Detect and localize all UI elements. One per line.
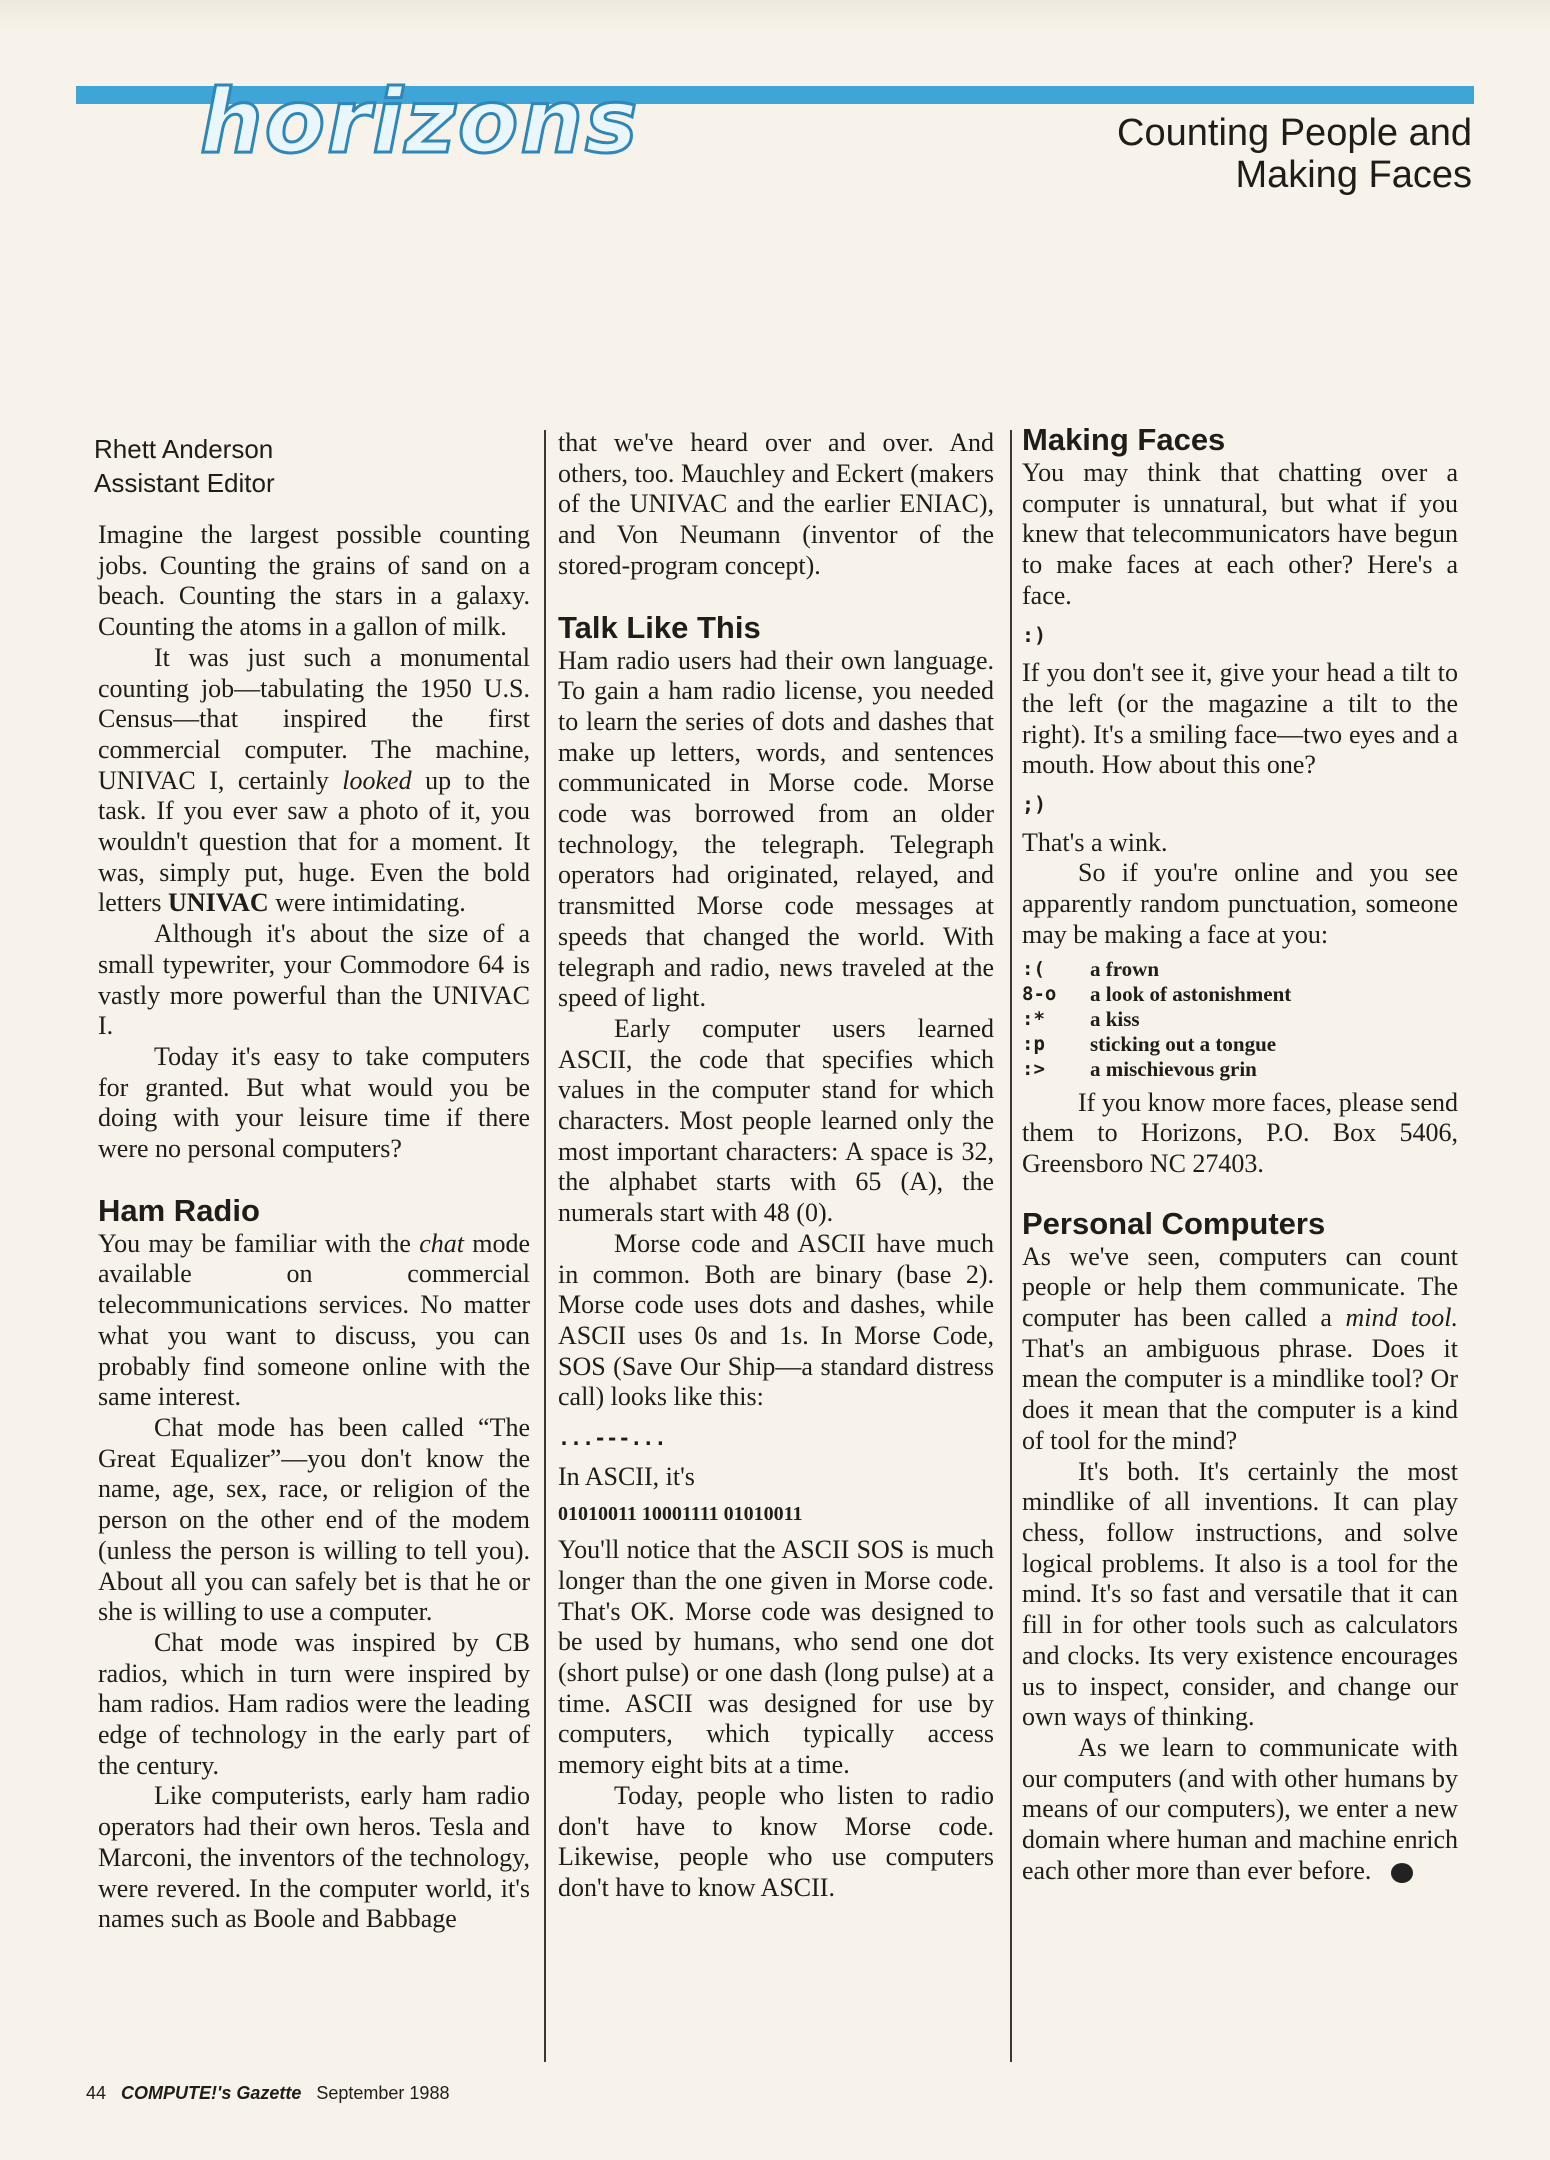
byline [94, 432, 275, 500]
paragraph: As we learn to communicate with our computers (and with other humans by means of our computers), we enter a new domain where human and machine enrich each other more than ever before. [1022, 1732, 1458, 1885]
section-logo: horizons [200, 70, 640, 173]
paragraph: In ASCII, it's [558, 1461, 695, 1491]
paragraph: Chat mode has been called “The Great Equalizer”—you don't know the name, age, sex, race, or religion of the person on the other end of the modem (unless the person is willing to tell you). About all you can safely bet is that he or she is willing to use a computer. [98, 1412, 530, 1627]
title-line-1: Counting People and [1117, 112, 1472, 154]
column-rule-2 [1010, 430, 1012, 2062]
author-role: Assistant Editor [94, 468, 275, 498]
paragraph: If you know more faces, please send them to Horizons, P.O. Box 5406, Greensboro NC 27403. [1022, 1087, 1458, 1178]
emoticon-smile: :) [1022, 622, 1047, 647]
section-heading: Talk Like This [558, 609, 761, 645]
title-line-2: Making Faces [1235, 154, 1472, 196]
table-row: :p sticking out a tongue [1022, 1031, 1277, 1056]
emoticon-wink: ;) [1022, 792, 1047, 817]
column-rule-1 [544, 430, 546, 2062]
author-name: Rhett Anderson [94, 434, 274, 464]
morse-code-sos: ...---... [558, 1426, 667, 1451]
table-row: :( a frown [1022, 956, 1160, 981]
table-row: :* a kiss [1022, 1006, 1140, 1031]
paragraph: It was just such a monumental counting job—tabulating the 1950 U.S. Census—that inspired the first commercial computer. The machine, UNIVAC I, certainly looked up to the task. If you ever saw a photo of it, you wouldn't question that for a moment. It was, simply put, huge. Even the bold letters UNIVAC were intimidating. [98, 642, 530, 918]
paragraph: Like computerists, early ham radio operators had their own heros. Tesla and Marconi, the inventors of the technology, were revered. In the computer world, it's names such as Boole and Babbage [98, 1781, 530, 1934]
paragraph: It's both. It's certainly the most mindlike of all inventions. It can play chess, follow instructions, and solve logical problems. It also is a tool for the mind. It's so fast and versatile that it can fill in for other tools such as calculators and clocks. Its very existence encourages us to inspect, consider, and change our own ways of thinking. [1022, 1456, 1458, 1732]
paragraph: Today, people who listen to radio don't have to know Morse code. Likewise, people who use computers don't have to know ASCII. [558, 1780, 994, 1902]
paragraph: You may think that chatting over a computer is unnatural, but what if you knew that telecommunicators have begun to make faces at each other? Here's a face. [1022, 458, 1458, 610]
paragraph: That's a wink. [1022, 827, 1168, 857]
paragraph: Chat mode was inspired by CB radios, which in turn were inspired by ham radios. Ham radios were the leading edge of technology in the early part of the century. [98, 1627, 530, 1780]
paragraph: You may be familiar with the chat mode available on commercial telecommunications services. No matter what you want to discuss, you can probably find someone online with the same interest. [98, 1228, 530, 1412]
faces-table [1022, 957, 1291, 1082]
paragraph: Today it's easy to take computers for granted. But what would you be doing with your leisure time if there were no personal computers? [98, 1041, 530, 1164]
section-heading: Ham Radio [98, 1192, 260, 1228]
issue-date: September 1988 [316, 2083, 450, 2103]
page-top-band [0, 0, 1550, 30]
column-2 [558, 428, 994, 1904]
paragraph: Ham radio users had their own language. To gain a ham radio license, you needed to learn the series of dots and dashes that make up letters, words, and sentences communicated in Morse code. Morse code was borrowed from an older technology, the telegraph. Telegraph operators had originated, relayed, and transmitted Morse code messages at speeds that changed the world. With telegraph and radio, news traveled at the speed of light. [558, 645, 994, 1013]
paragraph: So if you're online and you see apparently random punctuation, someone may be making a face at you: [1022, 858, 1458, 949]
column-3 [1022, 422, 1458, 1886]
section-heading: Personal Computers [1022, 1205, 1326, 1241]
paragraph: Imagine the largest possible counting jobs. Counting the grains of sand on a beach. Counting the stars in a galaxy. Counting the atoms in a gallon of milk. [98, 520, 530, 642]
paragraph: If you don't see it, give your head a tilt to the left (or the magazine a tilt to the right). It's a smiling face—two eyes and a mouth. How about this one? [1022, 658, 1458, 780]
article-title [1117, 112, 1472, 196]
paragraph: Although it's about the size of a small typewriter, your Commodore 64 is vastly more powerful than the UNIVAC I. [98, 919, 530, 1041]
page-number: 44 [86, 2083, 107, 2103]
paragraph: Morse code and ASCII have much in common. Both are binary (base 2). Morse code uses dots and dashes, while ASCII uses 0s and 1s. In Morse Code, SOS (Save Our Ship—a standard distress call) looks like this: [558, 1228, 994, 1412]
paragraph: You'll notice that the ASCII SOS is much longer than the one given in Morse code. That's OK. Morse code was designed to be used by humans, who send one dot (short pulse) or one dash (long pulse) at a time. ASCII was designed for use by computers, which typically access memory eight bits at a time. [558, 1535, 994, 1780]
paragraph: Early computer users learned ASCII, the code that specifies which values in the computer stand for which characters. Most people learned only the most important characters: A space is 32, the alphabet starts with 65 (A), the numerals start with 48 (0). [558, 1013, 994, 1228]
table-row: 8-o a look of astonishment [1022, 981, 1292, 1006]
paragraph: that we've heard over and over. And others, too. Mauchley and Eckert (makers of the UNIVAC and the earlier ENIAC), and Von Neumann (inventor of the stored-program concept). [558, 428, 994, 580]
page-footer [86, 2083, 449, 2104]
table-row: :> a mischievous grin [1022, 1056, 1257, 1081]
section-heading: Making Faces [1022, 422, 1226, 457]
column-1 [98, 520, 530, 1935]
ascii-sos: 01010011 10001111 01010011 [558, 1502, 803, 1525]
magazine-name: COMPUTE!'s Gazette [121, 2083, 302, 2103]
end-mark-icon [1391, 1863, 1413, 1883]
paragraph: As we've seen, computers can count people or help them communicate. The computer has been called a mind tool. That's an ambiguous phrase. Does it mean the computer is a mindlike tool? Or does it mean that the computer is a kind of tool for the mind? [1022, 1241, 1459, 1455]
